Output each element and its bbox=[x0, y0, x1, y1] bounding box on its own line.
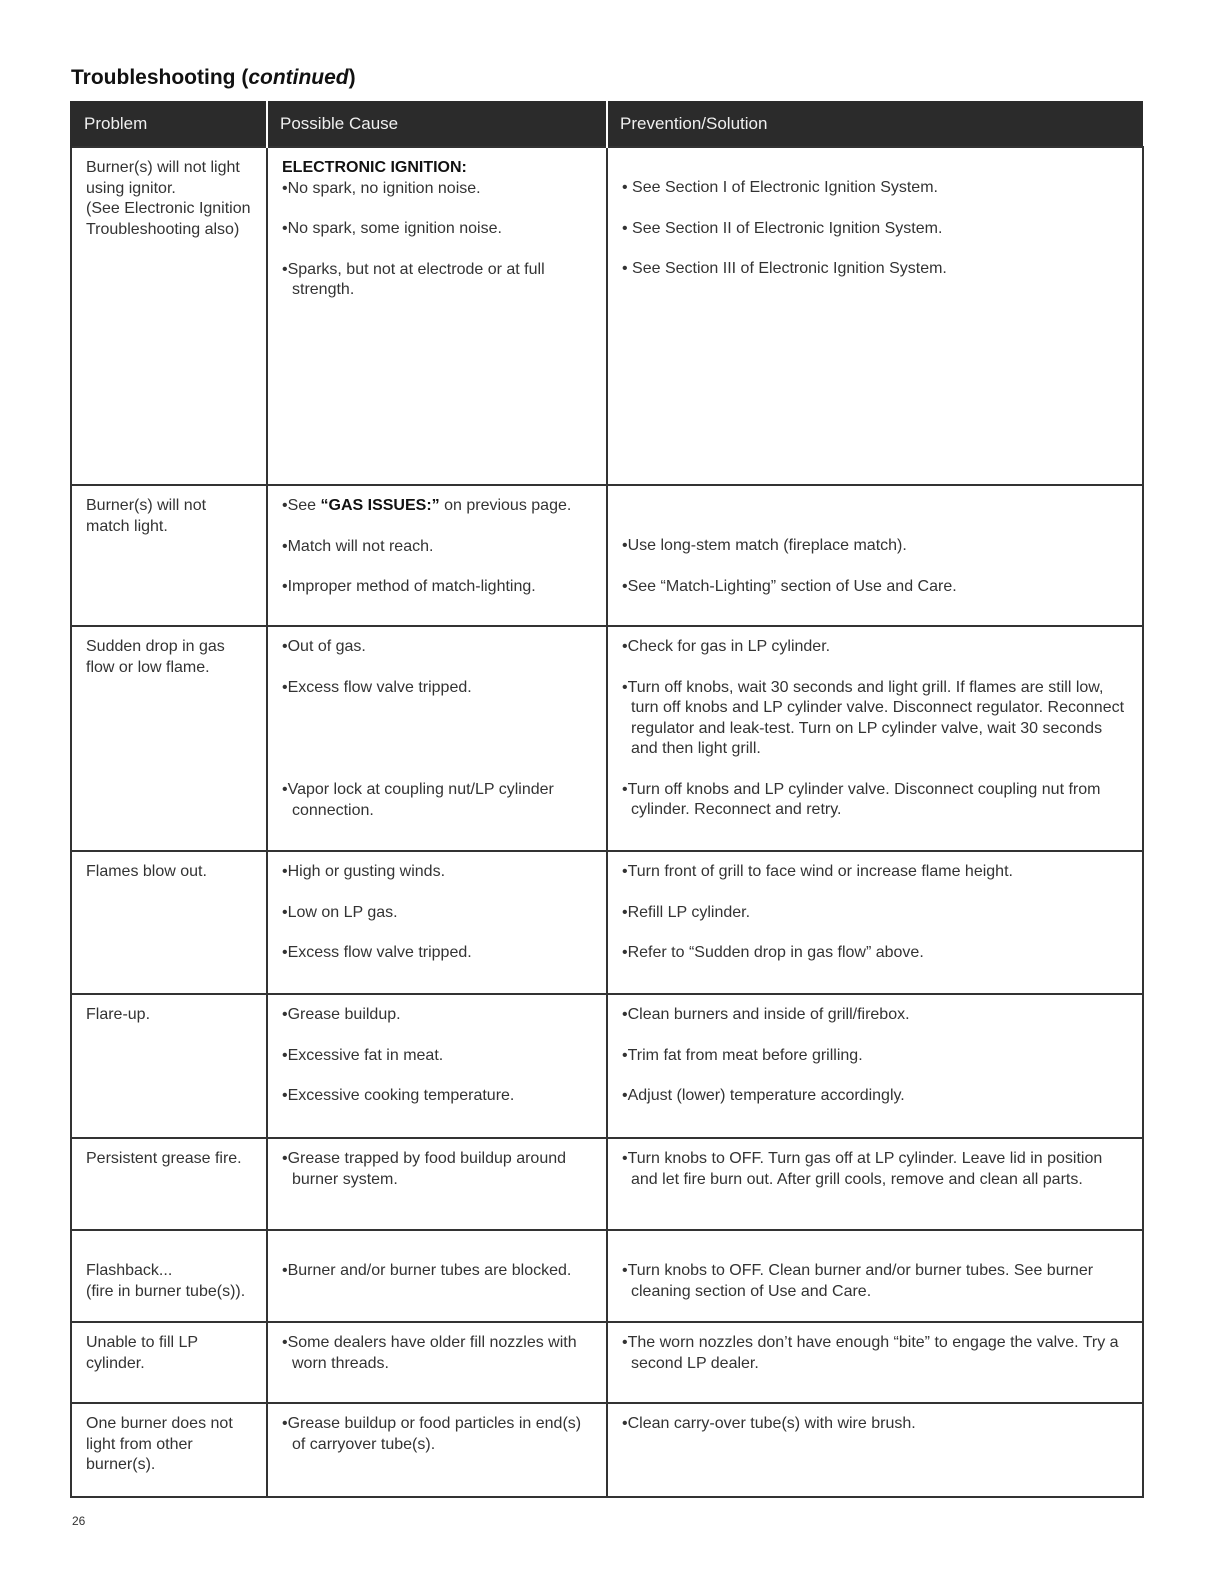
problem-cell: Persistent grease fire. bbox=[71, 1138, 267, 1230]
problem-cell: Flames blow out. bbox=[71, 851, 267, 994]
page-number: 26 bbox=[72, 1514, 86, 1528]
table-row bbox=[71, 485, 1143, 626]
solution-cell: •The worn nozzles don’t have enough “bite” to engage the valve. Try a second LP dealer. bbox=[607, 1322, 1143, 1403]
table-row bbox=[71, 851, 1143, 994]
column-header-problem: Problem bbox=[71, 101, 267, 147]
section-subheading: ELECTRONIC IGNITION: bbox=[282, 159, 467, 176]
column-header-solution: Prevention/Solution bbox=[607, 101, 1143, 147]
solution-cell: • See Section I of Electronic Ignition System. • See Section II of Electronic Ignition System. • See Section III of Electronic Ignition System. bbox=[607, 147, 1143, 485]
problem-cell: Sudden drop in gas flow or low flame. bbox=[71, 626, 267, 851]
problem-cell: Flare-up. bbox=[71, 994, 267, 1138]
cause-cell: •Grease buildup or food particles in end(s) of carryover tube(s). bbox=[267, 1403, 607, 1497]
solution-cell: •Clean burners and inside of grill/firebox. •Trim fat from meat before grilling. •Adjust (lower) temperature accordingly. bbox=[607, 994, 1143, 1138]
cause-cell: •See “GAS ISSUES:” on previous page. •Match will not reach. •Improper method of match-lighting. bbox=[267, 485, 607, 626]
table-row bbox=[71, 994, 1143, 1138]
solution-cell: •Turn knobs to OFF. Clean burner and/or burner tubes. See burner cleaning section of Use and Care. bbox=[607, 1230, 1143, 1322]
cause-cell: ELECTRONIC IGNITION: •No spark, no ignition noise. •No spark, some ignition noise. •Sparks, but not at electrode or at full strength. bbox=[267, 147, 607, 485]
problem-cell: Burner(s) will not light using ignitor. (See Electronic Ignition Troubleshooting also) bbox=[71, 147, 267, 485]
table-row bbox=[71, 1138, 1143, 1230]
solution-cell: •Check for gas in LP cylinder. •Turn off knobs, wait 30 seconds and light grill. If flames are still low, turn off knobs and LP cylinder valve. Disconnect regulator. Reconnect regulator and leak-test. Turn on LP cylinder valve, wait 30 seconds and then light grill. •Turn off knobs and LP cylinder valve. Disconnect coupling nut from cylinder. Reconnect and retry. bbox=[607, 626, 1143, 851]
table-header-row bbox=[71, 101, 1143, 147]
solution-cell: •Clean carry-over tube(s) with wire brush. bbox=[607, 1403, 1143, 1497]
table-row bbox=[71, 1230, 1143, 1322]
cause-cell: •Burner and/or burner tubes are blocked. bbox=[267, 1230, 607, 1322]
cause-cell: •Out of gas. •Excess flow valve tripped. •Vapor lock at coupling nut/LP cylinder connection. bbox=[267, 626, 607, 851]
table-row bbox=[71, 147, 1143, 485]
table-row bbox=[71, 1322, 1143, 1403]
problem-cell: Flashback... (fire in burner tube(s)). bbox=[71, 1230, 267, 1322]
page-title: Troubleshooting (continued) bbox=[71, 66, 356, 89]
cause-cell: •Some dealers have older fill nozzles with worn threads. bbox=[267, 1322, 607, 1403]
solution-cell: •Use long-stem match (fireplace match). •See “Match-Lighting” section of Use and Care. bbox=[607, 485, 1143, 626]
problem-cell: One burner does not light from other burner(s). bbox=[71, 1403, 267, 1497]
cause-cell: •High or gusting winds. •Low on LP gas. •Excess flow valve tripped. bbox=[267, 851, 607, 994]
solution-cell: •Turn front of grill to face wind or increase flame height. •Refill LP cylinder. •Refer to “Sudden drop in gas flow” above. bbox=[607, 851, 1143, 994]
problem-cell: Burner(s) will not match light. bbox=[71, 485, 267, 626]
cause-cell: •Grease buildup. •Excessive fat in meat. •Excessive cooking temperature. bbox=[267, 994, 607, 1138]
table-row bbox=[71, 1403, 1143, 1497]
problem-cell: Unable to fill LP cylinder. bbox=[71, 1322, 267, 1403]
solution-cell: •Turn knobs to OFF. Turn gas off at LP cylinder. Leave lid in position and let fire burn out. After grill cools, remove and clean all parts. bbox=[607, 1138, 1143, 1230]
troubleshooting-table bbox=[70, 101, 1144, 1498]
cause-cell: •Grease trapped by food buildup around burner system. bbox=[267, 1138, 607, 1230]
table-row bbox=[71, 626, 1143, 851]
column-header-cause: Possible Cause bbox=[267, 101, 607, 147]
